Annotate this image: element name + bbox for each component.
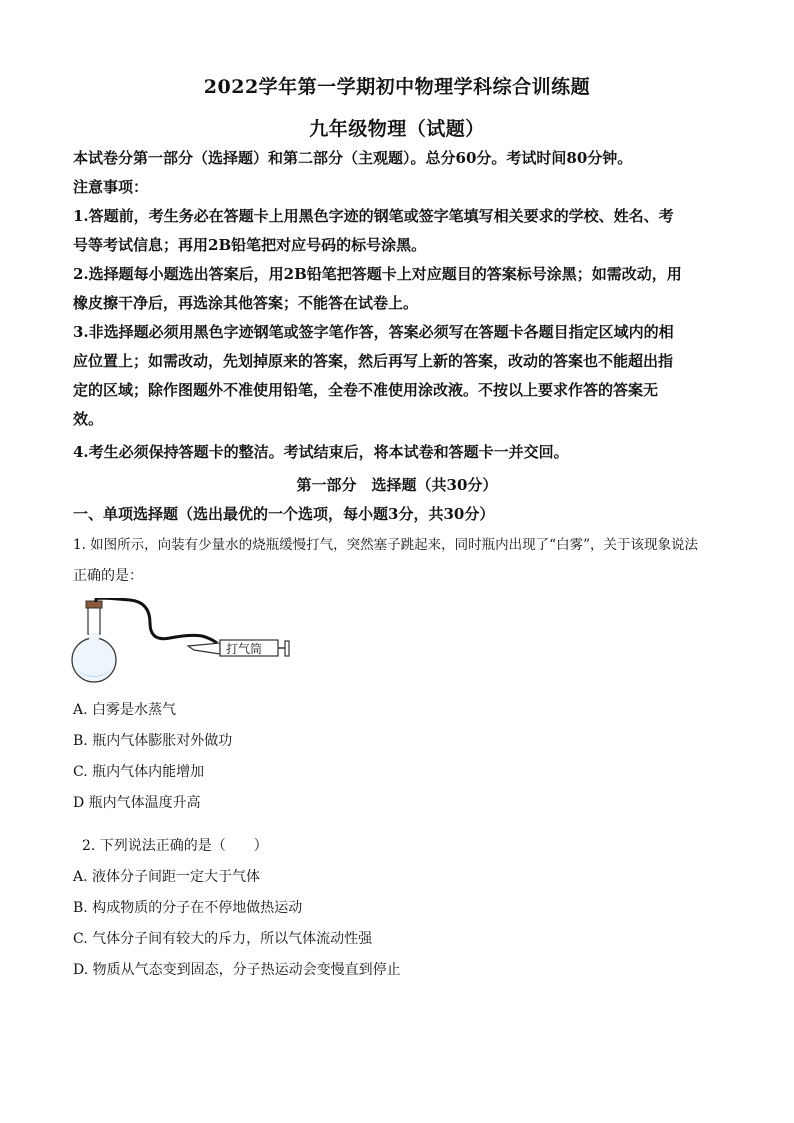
question-2-option-c: C. 气体分子间有较大的斥力，所以气体流动性强 [73,931,373,947]
flask-body [72,638,116,682]
notice-line: 1.答题前，考生务必在答题卡上用黑色字迹的钢笔或签字笔填写相关要求的学校、姓名、考 [73,207,674,225]
notice-line: 效。 [73,410,104,428]
question-2-option-d: D. 物质从气态变到固态，分子热运动会变慢直到停止 [73,962,401,978]
notice-line: 4.考生必须保持答题卡的整洁。考试结束后，将本试卷和答题卡一并交回。 [73,443,569,461]
notice-line: 橡皮擦干净后，再选涂其他答案；不能答在试卷上。 [73,294,419,312]
notice-heading: 注意事项： [73,178,149,196]
flask-pump-figure [70,598,300,688]
rubber-tube [96,598,217,643]
question-1-stem: 1. 如图所示，向装有少量水的烧瓶缓慢打气，突然塞子跳起来，同时瓶内出现了“白雾”，关于该现象说法 [73,537,698,553]
notice-line: 应位置上；如需改动，先划掉原来的答案，然后再写上新的答案，改动的答案也不能超出指 [73,352,674,370]
question-2-stem: 2. 下列说法正确的是（ ） [82,838,268,854]
notice-line: 定的区域；除作图题外不准使用铅笔，全卷不准使用涂改液。不按以上要求作答的答案无 [73,381,659,399]
flask-stopper [86,601,102,608]
exam-title: 2022学年第一学期初中物理学科综合训练题 [203,76,591,98]
question-1-stem-cont: 正确的是： [73,568,143,584]
notice-line: 2.选择题每小题选出答案后，用2B铅笔把答题卡上对应题目的答案标号涂黑；如需改动，用 [73,265,682,283]
pump-handle [285,641,289,656]
exam-subtitle: 九年级物理（试题） [309,118,485,140]
question-1-option-d: D 瓶内气体温度升高 [73,795,201,811]
notice-line: 3.非选择题必须用黑色字迹钢笔或签字笔作答，答案必须写在答题卡各题目指定区域内的相 [73,323,674,341]
question-1-option-b: B. 瓶内气体膨胀对外做功 [73,733,233,749]
exam-intro: 本试卷分第一部分（选择题）和第二部分（主观题）。总分60分。考试时间80分钟。 [73,149,633,167]
part-heading: 第一部分 选择题（共30分） [296,476,498,494]
pump-nozzle [188,643,220,654]
question-1-option-a: A. 白雾是水蒸气 [73,702,177,718]
notice-line: 号等考试信息；再用2B铅笔把对应号码的标号涂黑。 [73,236,427,254]
flask-pump-diagram [70,598,300,688]
question-2-option-a: A. 液体分子间距一定大于气体 [73,869,261,885]
question-2-option-b: B. 构成物质的分子在不停地做热运动 [73,900,303,916]
flask-neck [88,606,100,634]
section-title: 一、单项选择题（选出最优的一个选项，每小题3分，共30分） [73,505,495,523]
question-1-option-c: C. 瓶内气体内能增加 [73,764,205,780]
pump-label: 打气筒 [226,642,263,656]
